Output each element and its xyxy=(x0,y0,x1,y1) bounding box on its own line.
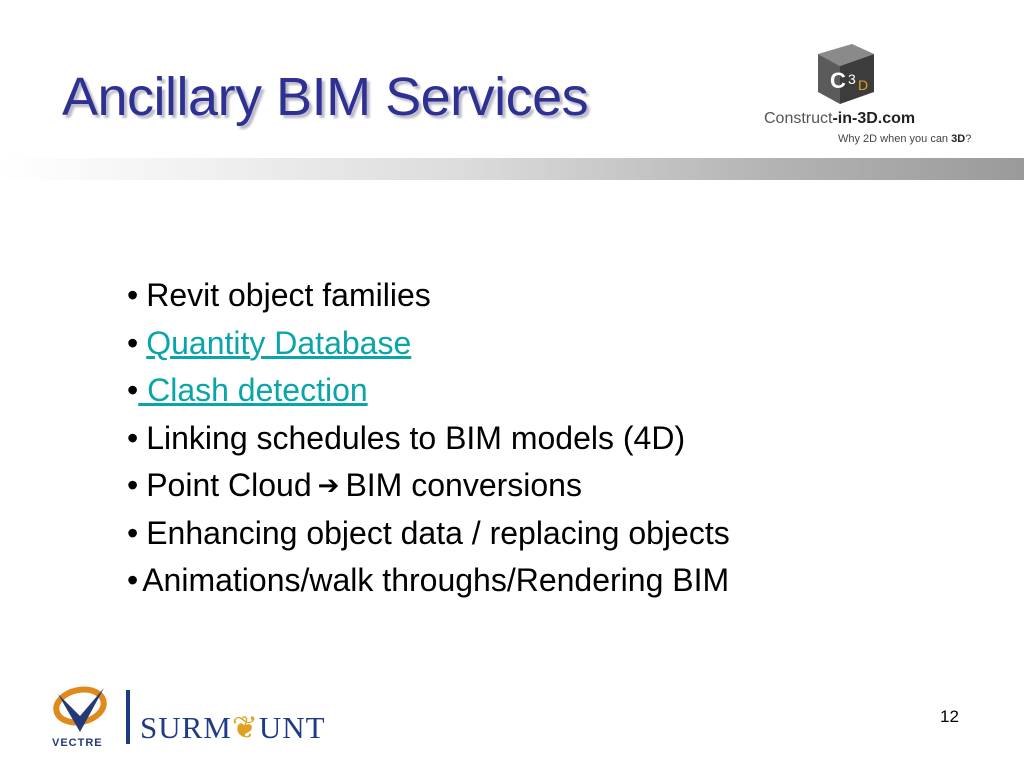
surmount-flame-icon: ❦ xyxy=(231,710,259,745)
bullet-item xyxy=(127,557,730,605)
bullet-item xyxy=(127,272,730,320)
bullet-text: Enhancing object data / replacing objects xyxy=(146,514,730,551)
bullet-text: Linking schedules to BIM models (4D) xyxy=(146,419,686,456)
bullet-item xyxy=(127,510,730,558)
title-divider-band xyxy=(0,158,1024,180)
bullet-dot: • xyxy=(127,419,139,456)
bullet-dot: • xyxy=(127,277,139,313)
surmount-logo: SURM❦UNT xyxy=(140,710,326,745)
bullet-dot: • xyxy=(127,324,139,361)
bullet-list xyxy=(127,272,730,605)
bullet-item xyxy=(127,462,730,510)
bullet-text: Animations/walk throughs/Rendering BIM xyxy=(142,562,730,598)
slide-title: Ancillary BIM Services xyxy=(62,67,589,127)
bullet-dot: • xyxy=(127,514,139,551)
bullet-item xyxy=(127,320,730,368)
brand-name: Construct-in-3D.com xyxy=(764,110,916,127)
bullet-text: BIM conversions xyxy=(345,467,582,503)
construct-in-3d-logo xyxy=(760,34,980,150)
svg-text:3: 3 xyxy=(848,71,856,87)
svg-text:D: D xyxy=(858,77,869,93)
page-number: 12 xyxy=(940,707,959,726)
quantity-database-link[interactable]: Quantity Database xyxy=(146,324,412,361)
bullet-text: Point Cloud xyxy=(146,467,312,503)
bullet-text: Revit object families xyxy=(146,277,431,313)
clash-detection-link[interactable]: Clash detection xyxy=(138,372,368,408)
bullet-dot: • xyxy=(127,467,139,503)
c3d-cube-icon xyxy=(808,38,880,108)
vectre-logo-label: VECTRE xyxy=(52,737,103,749)
bullet-dot: • xyxy=(127,562,139,598)
svg-text:C: C xyxy=(830,68,846,93)
logo-divider xyxy=(126,690,130,744)
bullet-item xyxy=(127,415,730,463)
bullet-dot: • xyxy=(127,372,139,408)
brand-tagline: Why 2D when you can 3D? xyxy=(838,133,972,145)
right-arrow-icon: ➔ xyxy=(317,470,340,500)
bullet-item xyxy=(127,367,730,415)
